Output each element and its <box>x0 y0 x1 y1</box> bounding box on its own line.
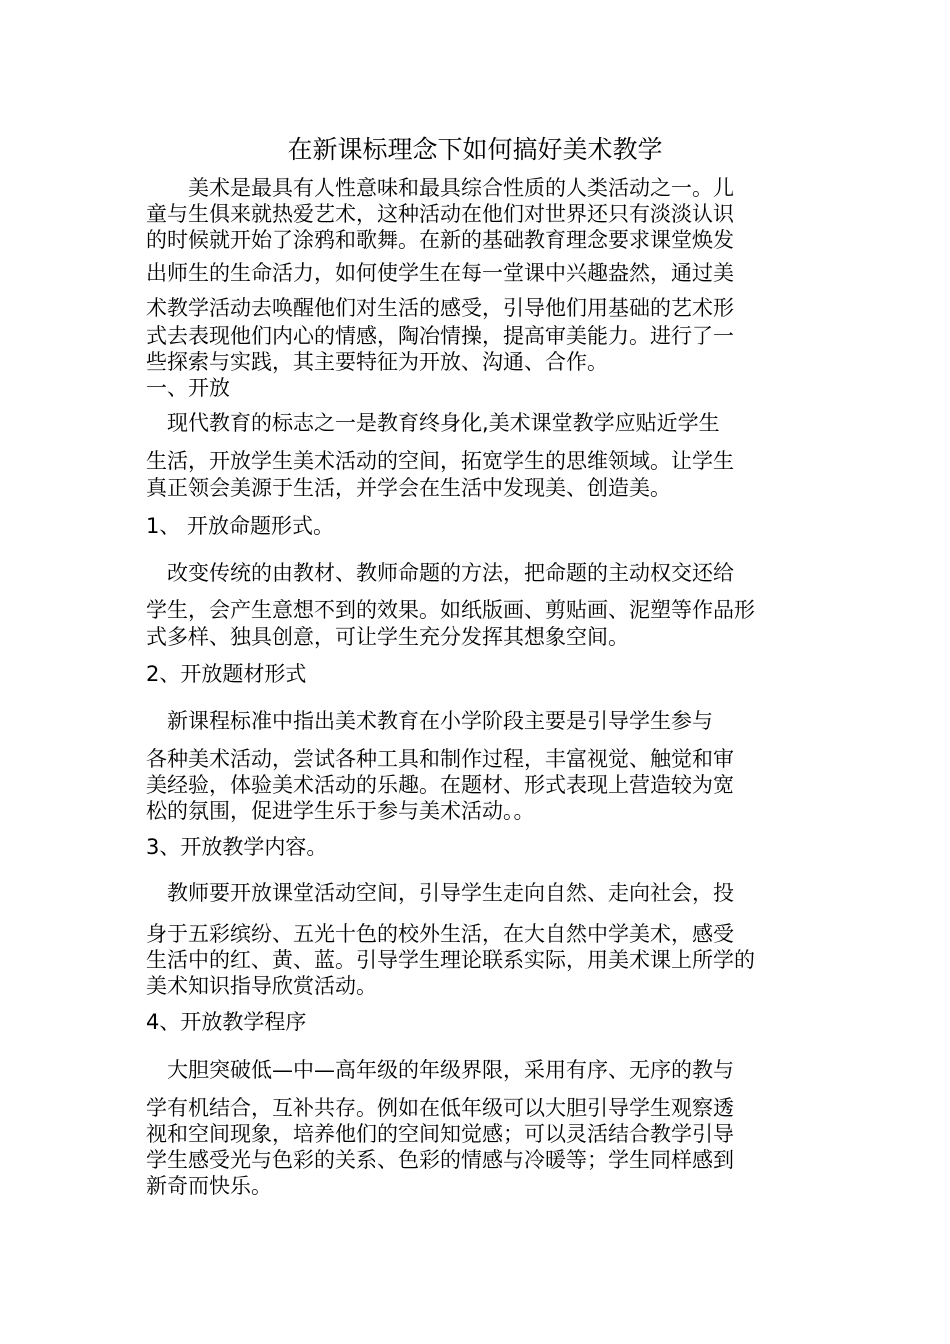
intro-line: 美术是最具有人性意味和最具综合性质的人类活动之一。儿 <box>146 176 734 200</box>
item1-line: 学生，会产生意想不到的效果。如纸版画、剪贴画、泥塑等作品形 <box>146 598 755 622</box>
item4-line: 新奇而快乐。 <box>146 1174 272 1198</box>
item3-heading: 3、开放教学内容。 <box>146 835 328 859</box>
item2-heading: 2、开放题材形式 <box>146 662 307 686</box>
item1-line: 改变传统的由教材、教师命题的方法，把命题的主动权交还给 <box>146 561 734 585</box>
item2-line: 美经验，体验美术活动的乐趣。在题材、形式表现上营造较为宽 <box>146 773 734 797</box>
item2-line: 新课程标准中指出美术教育在小学阶段主要是引导学生参与 <box>146 709 713 733</box>
section1-line: 真正领会美源于生活，并学会在生活中发现美、创造美。 <box>146 476 671 500</box>
item4-line: 学生感受光与色彩的关系、色彩的情感与冷暖等；学生同样感到 <box>146 1148 734 1172</box>
intro-line: 术教学活动去唤醒他们对生活的感受，引导他们用基础的艺术形 <box>146 296 734 320</box>
item3-line: 生活中的红、黄、蓝。引导学生理论联系实际，用美术课上所学的 <box>146 948 755 972</box>
item3-line: 教师要开放课堂活动空间，引导学生走向自然、走向社会，投 <box>146 881 734 905</box>
item3-line: 美术知识指导欣赏活动。 <box>146 974 377 998</box>
section-heading-open: 一、开放 <box>146 376 230 400</box>
document-title: 在新课标理念下如何搞好美术教学 <box>287 135 663 164</box>
intro-line: 式去表现他们内心的情感，陶冶情操，提高审美能力。进行了一 <box>146 324 734 348</box>
section1-line: 生活，开放学生美术活动的空间，拓宽学生的思维领域。让学生 <box>146 449 734 473</box>
item4-line: 学有机结合，互补共存。例如在低年级可以大胆引导学生观察透 <box>146 1096 734 1120</box>
intro-line: 些探索与实践，其主要特征为开放、沟通、合作。 <box>146 350 608 374</box>
intro-line: 童与生俱来就热爱艺术，这种活动在他们对世界还只有淡淡认识 <box>146 202 734 226</box>
item1-line: 式多样、独具创意，可让学生充分发挥其想象空间。 <box>146 625 629 649</box>
intro-line: 的时候就开始了涂鸦和歌舞。在新的基础教育理念要求课堂焕发 <box>146 228 734 252</box>
intro-line: 出师生的生命活力，如何使学生在每一堂课中兴趣盎然，通过美 <box>146 261 734 285</box>
item1-heading: 1、 开放命题形式。 <box>146 514 335 538</box>
item4-heading: 4、开放教学程序 <box>146 1010 307 1034</box>
item2-line: 各种美术活动，尝试各种工具和制作过程，丰富视觉、触觉和审 <box>146 747 734 771</box>
item3-line: 身于五彩缤纷、五光十色的校外生活，在大自然中学美术，感受 <box>146 922 734 946</box>
item4-line: 视和空间现象，培养他们的空间知觉感；可以灵活结合教学引导 <box>146 1122 734 1146</box>
section1-line: 现代教育的标志之一是教育终身化,美术课堂教学应贴近学生 <box>146 411 720 435</box>
item4-line: 大胆突破低—中—高年级的年级界限，采用有序、无序的教与 <box>146 1058 734 1082</box>
item2-line: 松的氛围，促进学生乐于参与美术活动。。 <box>146 799 535 823</box>
